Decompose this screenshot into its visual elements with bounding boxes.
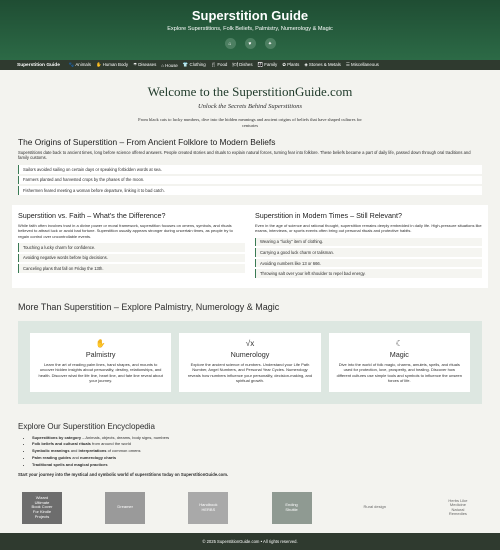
site-title: Superstition Guide <box>191 8 309 23</box>
magic-card[interactable] <box>329 333 470 392</box>
list-item: Touching a lucky charm for confidence. <box>18 243 245 252</box>
home-icon[interactable]: ⌂ <box>225 38 236 49</box>
card-title: Numerology <box>230 349 270 359</box>
nav-item-human-body[interactable]: ✋ Human Body <box>95 62 129 67</box>
modern-title: Superstition in Modern Times – Still Relevant? <box>255 210 403 220</box>
square-root-icon: √x <box>245 338 255 348</box>
item-bold[interactable]: Traditional spells and magical practices <box>32 461 108 467</box>
item-bold[interactable]: Superstitions by category <box>32 434 82 440</box>
nav-item-dishes[interactable]: 🍽 Dishes <box>232 62 253 67</box>
moon-icon: ☾ <box>395 338 403 348</box>
item-bold[interactable]: interpretations <box>78 448 107 454</box>
journey-text: Start your journey into the mystical and symbolic world of superstitions today on SuperstitionGuide.com. <box>18 471 229 477</box>
list-item: Wearing a "lucky" item of clothing. <box>255 238 482 247</box>
item-bold[interactable]: Palm reading guides <box>32 454 72 460</box>
list-item <box>32 462 500 467</box>
list-item: Carrying a good luck charm or talisman. <box>255 248 482 257</box>
item-text: from around the world <box>90 441 131 447</box>
intro-title: Welcome to the SuperstitionGuide.com <box>147 84 353 99</box>
item-text: – Animals, objects, dreams, body signs, numbers <box>81 434 170 440</box>
star-icon[interactable]: ✦ <box>265 38 276 49</box>
faith-title: Superstition vs. Faith – What's the Difference? <box>18 210 166 220</box>
modern-column <box>255 211 482 280</box>
book-cover[interactable]: Wizard Ultimate Book Cover For Kindle Projects <box>22 492 62 524</box>
nav-item-plants[interactable]: ✿ Plants <box>282 62 300 67</box>
nav-item-food[interactable]: 🍴 Food <box>210 62 228 67</box>
item-text: and <box>69 448 79 454</box>
site-subtitle: Explore Superstitions, Folk Beliefs, Palmistry, Numerology & Magic <box>167 26 333 32</box>
nav-item-miscellaneous[interactable]: ☰ Miscellaneous <box>345 62 379 67</box>
book-row <box>0 492 500 532</box>
more-section <box>0 302 500 404</box>
encyclopedia-section <box>0 422 500 477</box>
hero-header <box>0 0 500 60</box>
card-title: Palmistry <box>85 349 116 359</box>
list-item <box>32 441 500 446</box>
nav-item-diseases[interactable]: ☂ Diseases <box>133 62 157 67</box>
more-title: More Than Superstition – Explore Palmistry, Numerology & Magic <box>18 301 280 312</box>
card-text: Dive into the world of folk magic, charms, amulets, spells, and rituals used for protection, love, prosperity, and healing. Discover how different cultures use simple tools and symbols to influence the unseen forces of life. <box>336 361 462 384</box>
footer-copyright: © 2025 SuperstitionGuide.com • All rights reserved. <box>202 539 298 544</box>
item-text: of common omens <box>106 448 141 454</box>
footer <box>0 533 500 550</box>
hand-icon: ✋ <box>95 338 106 348</box>
origins-text: Superstitions date back to ancient times, long before science offered answers. People created stories and rituals to explain natural forces, turning fear into folklore. These beliefs became a part of daily life, passed down through oral traditions and family customs. <box>18 149 471 161</box>
card-text: Explore the ancient science of numbers. Understand your Life Path Number, Angel Numbers, and Personal Year Cycles. Numerology reveals how numbers influence your personality, decision-making, and spiritual growth. <box>187 361 313 384</box>
list-item <box>32 435 500 440</box>
nav-item-family[interactable]: 👪 Family <box>257 62 278 67</box>
encyclopedia-title: Explore Our Superstition Encyclopedia <box>18 421 155 431</box>
faith-text: While faith often involves trust in a divine power or moral framework, superstition focuses on omens, symbols, and rituals believed to attract luck or avoid bad fortune. Superstition usually appears stronger during uncertain times, as people try to regain control over uncontrollable events. <box>18 222 233 239</box>
book-cover[interactable]: Herbs Like Medicine Natural Remedies <box>448 497 468 517</box>
list-item: Avoiding numbers like 13 or 666. <box>255 259 482 268</box>
heart-icon[interactable]: ♥ <box>245 38 256 49</box>
nav-item-clothing[interactable]: 👕 Clothing <box>182 62 206 67</box>
origins-title: The Origins of Superstition – From Ancient Folklore to Modern Beliefs <box>18 136 276 147</box>
nav-brand[interactable]: Superstition Guide <box>17 62 60 68</box>
book-cover[interactable]: Ending Shuttle <box>272 492 312 524</box>
book-cover[interactable]: Handbook HERBS <box>188 492 228 524</box>
list-item <box>32 448 500 453</box>
item-bold[interactable]: numerology charts <box>80 454 117 460</box>
modern-text: Even in the age of science and rational thought, superstition remains deeply embedded in daily life. High-pressure situations like exams, interviews, or sports events often bring out personal rituals and protective habits. <box>255 222 482 234</box>
nav-item-stones-metals[interactable]: ◈ Stones & Metals <box>304 62 341 67</box>
intro-tagline: Unlock the Secrets Behind Superstitions <box>197 103 303 110</box>
nav-item-animals[interactable]: 🐾 Animals <box>68 62 91 67</box>
list-item <box>32 455 500 460</box>
numerology-card[interactable] <box>179 333 320 392</box>
main-nav <box>0 60 500 70</box>
list-item: Farmers planted and harvested crops by the phases of the moon. <box>18 176 482 185</box>
intro-section <box>0 70 500 129</box>
item-text: and <box>71 454 81 460</box>
book-cover[interactable]: Rural design <box>363 504 386 510</box>
list-item: Avoiding negative words before big decisions. <box>18 254 245 263</box>
list-item: Throwing salt over your left shoulder to repel bad energy. <box>255 269 482 278</box>
intro-description: From black cats to lucky numbers, dive into the hidden meanings and ancient origins of beliefs that have shaped cultures for centuries <box>138 117 362 128</box>
card-text: Learn the art of reading palm lines, hand shapes, and mounts to uncover hidden insights about personality, destiny, relationships, and health. Discover what the life line, heart line, and fate line reveal about your journey. <box>38 361 163 384</box>
list-item: Sailors avoided sailing on certain days or speaking forbidden words at sea. <box>18 165 482 174</box>
origins-section <box>0 137 500 195</box>
nav-item-house[interactable]: ⌂ House <box>161 62 178 68</box>
palmistry-card[interactable] <box>30 333 171 392</box>
comparison-panel <box>12 205 488 288</box>
list-item: Canceling plans that fall on Friday the 13th. <box>18 264 245 273</box>
card-title: Magic <box>389 349 409 359</box>
faith-column <box>18 211 245 280</box>
item-bold[interactable]: Folk beliefs and cultural rituals <box>32 441 91 447</box>
book-cover[interactable]: Dreamer <box>105 492 145 524</box>
list-item: Fishermen feared meeting a woman before departure, linking it to bad catch. <box>18 186 482 195</box>
item-bold[interactable]: Symbolic meanings <box>32 448 70 454</box>
